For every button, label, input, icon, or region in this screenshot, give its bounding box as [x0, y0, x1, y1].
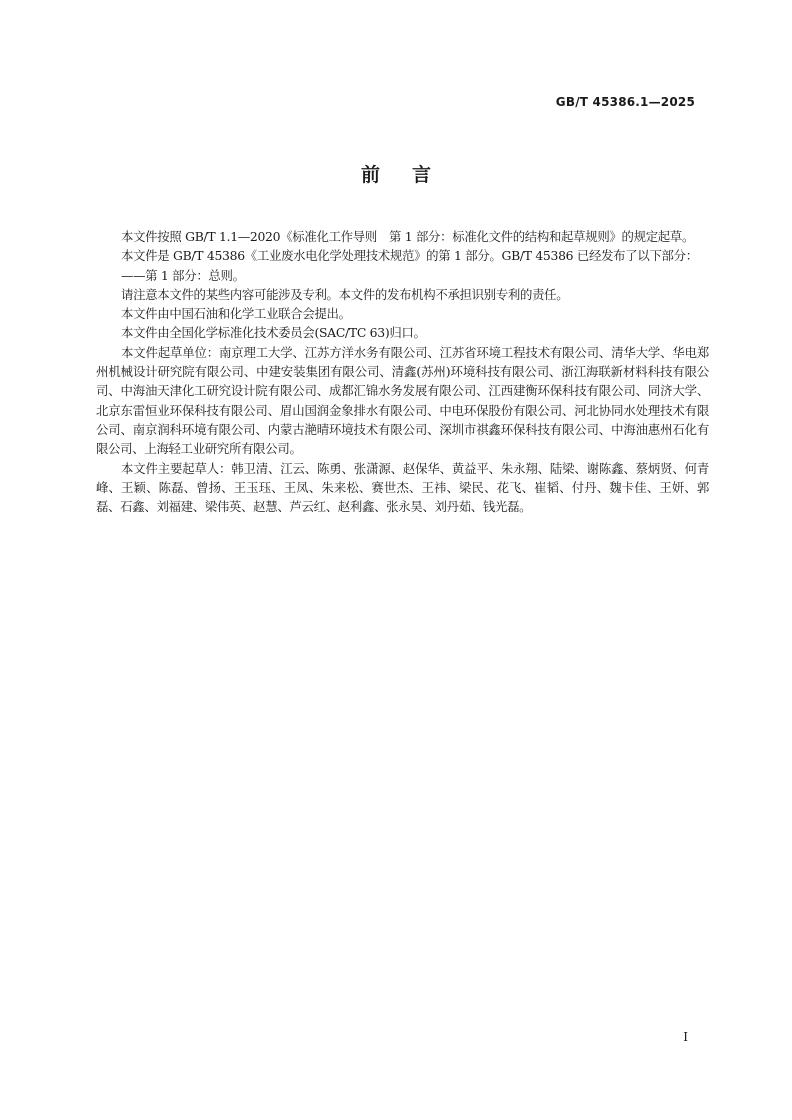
paragraph-parts-intro: 本文件是 GB/T 45386《工业废水电化学处理技术规范》的第 1 部分。GB/T 45386 已经发布了以下部分： — [121, 248, 698, 264]
paragraph-proposed-by: 本文件由中国石油和化学工业联合会提出。 — [121, 306, 351, 322]
paragraph-drafters: 本文件主要起草人：韩卫清、江云、陈勇、张潇源、赵保华、黄益平、朱永翔、陆梁、谢陈鑫、蔡炳贤、何青峰、王颖、陈磊、曾扬、王玉珏、王凤、朱来松、赛世杰、王祎、梁民、花飞、崔韬、付丹、魏卡佳、王妍、郭磊、石鑫、刘福建、梁伟英、赵慧、芦云红、赵利鑫、张永昊、刘丹茹、钱光磊。 — [96, 460, 709, 515]
page-title: 前言 — [360, 164, 463, 186]
paragraph-drafting-units: 本文件起草单位：南京理工大学、江苏方洋水务有限公司、江苏省环境工程技术有限公司、清华大学、华电郑州机械设计研究院有限公司、中建安装集团有限公司、清鑫(苏州)环境科技有限公司、浙江海联新材料科技有限公司、中海油天津化工研究设计院有限公司、成都汇锦水务发展有限公司、江西建衡环保科技有限公司、同济大学、北京东雷恒业环保科技有限公司、眉山国润金象排水有限公司、中电环保股份有限公司、河北协同水处理技术有限公司、南京润科环境有限公司、内蒙古滟晴环境技术有限公司、深圳市祺鑫环保科技有限公司、中海油惠州石化有限公司、上海轻工业研究所有限公司。 — [96, 344, 709, 457]
paragraph-drafting-rules: 本文件按照 GB/T 1.1—2020《标准化工作导则 第 1 部分：标准化文件的结构和起草规则》的规定起草。 — [121, 229, 695, 244]
page-number: I — [683, 1030, 688, 1044]
foreword-body — [96, 227, 709, 516]
paragraph-patent-notice: 请注意本文件的某些内容可能涉及专利。本文件的发布机构不承担识别专利的责任。 — [121, 286, 569, 302]
paragraph-part-list-item: ——第 1 部分：总则。 — [121, 267, 245, 283]
standard-number: GB/T 45386.1—2025 — [555, 95, 695, 109]
paragraph-managed-by: 本文件由全国化学标准化技术委员会(SAC/TC 63)归口。 — [121, 325, 426, 341]
